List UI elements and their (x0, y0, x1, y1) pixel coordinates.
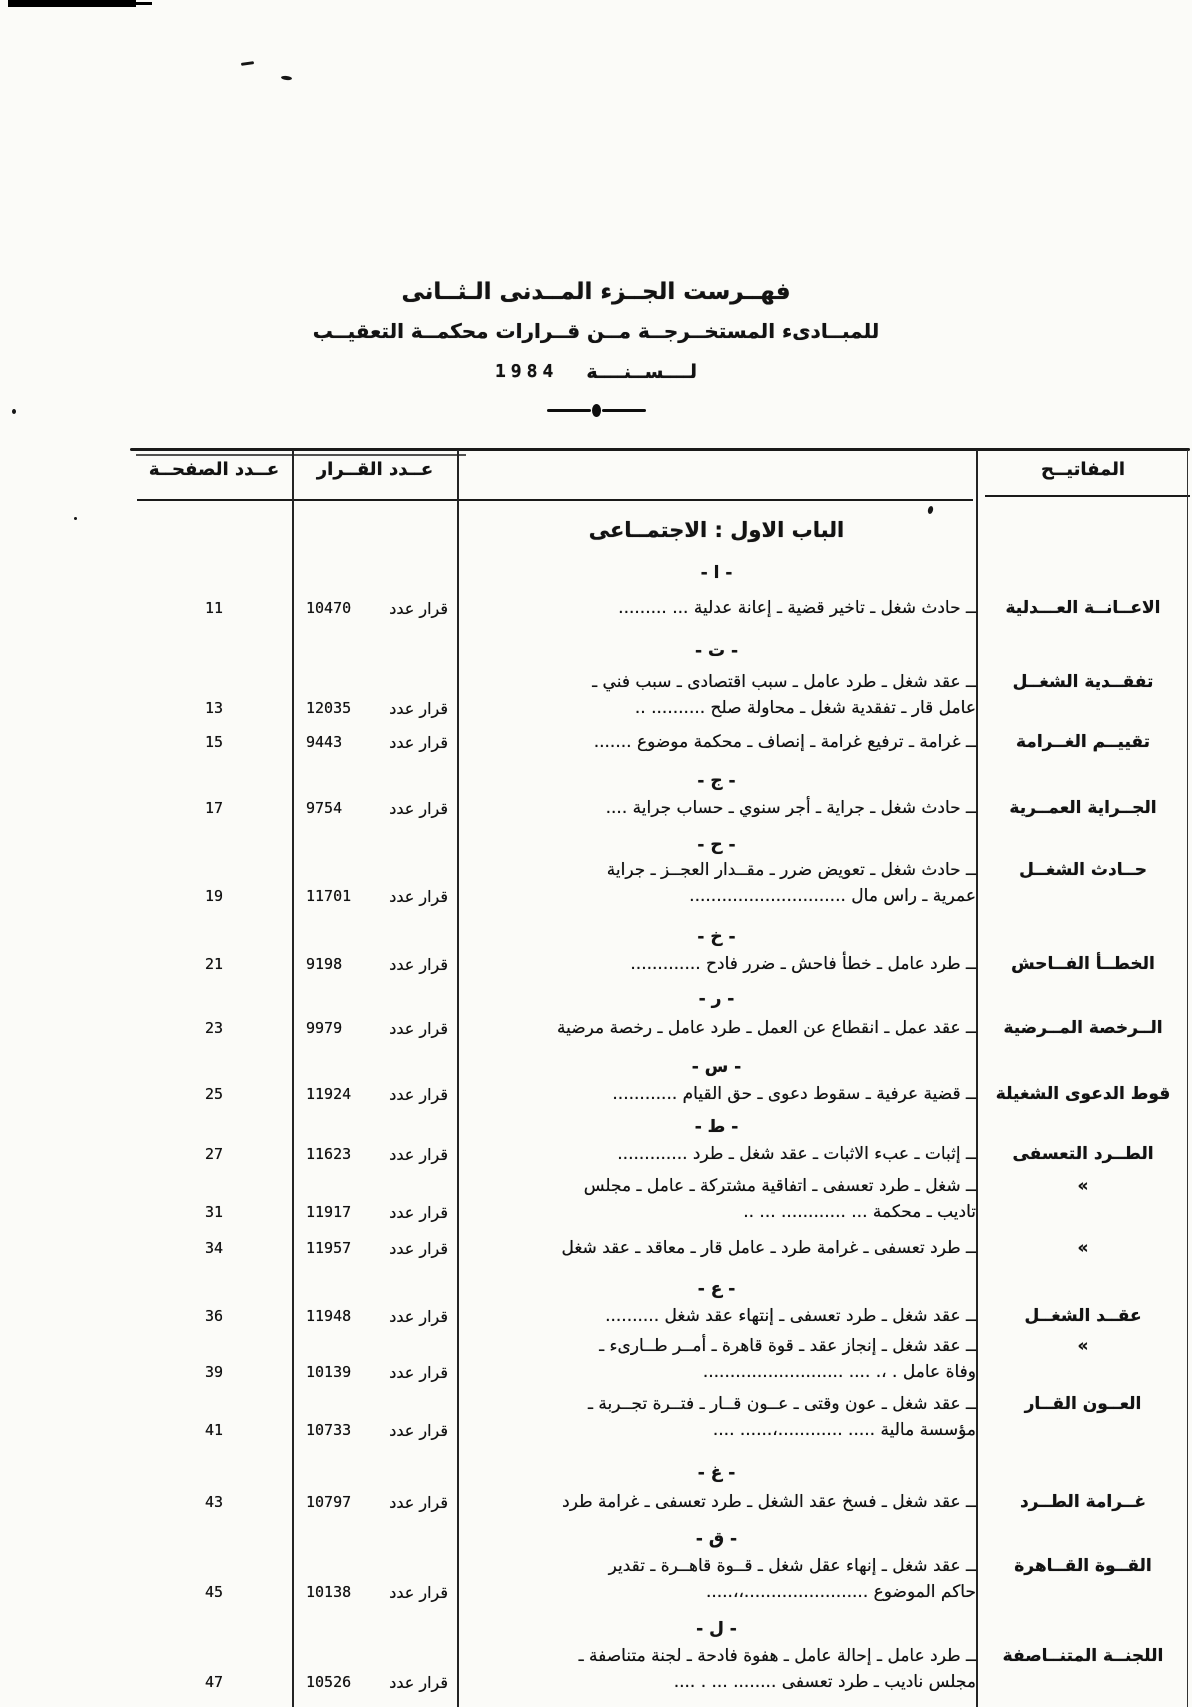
entry-line: ــ عقد شغل ـ طرد تعسفى ـ إنتهاء عقد شغل .......... (605, 1306, 976, 1326)
decision-cell (293, 1015, 457, 1041)
year-label: لــــســنــــة (586, 361, 698, 383)
year-value: 1984 (494, 361, 559, 382)
decision-cell (293, 1141, 457, 1167)
section-letter: - ح - (697, 835, 736, 855)
section-letter: - ل - (696, 1619, 737, 1639)
table-row (135, 729, 1190, 755)
scan-artifact-bar-tail (136, 2, 152, 5)
section-letter-row (135, 1055, 1190, 1079)
topic-label: » (1077, 1336, 1089, 1356)
page-number: 41 (204, 1421, 224, 1439)
entry-line: حاكم الموضوع .......................،،..... (705, 1582, 976, 1602)
entry-line: ــ غرامة ـ ترفيع غرامة ـ إنصاف ـ محكمة موضوع ....... (593, 732, 976, 752)
header-keys: المفاتيــح (1040, 459, 1126, 480)
header-underline-left (137, 499, 973, 501)
section-letter: - س - (691, 1057, 742, 1077)
entry-line: ــ شغل ـ طرد تعسفى ـ اتفاقية مشتركة ـ عامل ـ مجلس (583, 1176, 976, 1196)
page-number: 11 (204, 599, 224, 617)
table-body (135, 505, 1190, 1695)
decision-label: قرار عدد (389, 1420, 448, 1440)
entry-text-cell (457, 951, 976, 977)
table-row (135, 595, 1190, 621)
decision-label: قرار عدد (389, 1018, 448, 1038)
decision-label: قرار عدد (389, 1672, 448, 1692)
topic-label: حــادث الشغــل (1019, 860, 1147, 880)
entry-line: ــ قضية عرفية ـ سقوط دعوى ـ حق القيام ............ (612, 1084, 976, 1104)
section-letter: - ا - (700, 563, 733, 583)
section-letter: - ط - (694, 1117, 739, 1137)
entry-line: ــ طرد عامل ـ إحالة عامل ـ هفوة فادحة ـ لجنة متناصفة ـ (578, 1646, 976, 1666)
decision-label: قرار عدد (389, 1238, 448, 1258)
table-row (135, 1141, 1190, 1167)
entry-text-cell (457, 669, 976, 721)
topic-label: قوط الدعوى الشغيلة (995, 1084, 1171, 1104)
table-row (135, 1553, 1190, 1605)
decision-cell (293, 1489, 457, 1515)
decision-number: 11924 (306, 1085, 352, 1103)
decision-cell (293, 951, 457, 977)
decision-number: 10733 (306, 1421, 352, 1439)
decision-number: 9979 (306, 1019, 343, 1037)
page-number: 25 (204, 1085, 224, 1103)
entry-line: مؤسسة مالية ..... ............،...... .... (712, 1420, 976, 1440)
decision-label: قرار عدد (389, 954, 448, 974)
decision-label: قرار عدد (389, 1582, 448, 1602)
topic-label: غــرامة الطــرد (1019, 1492, 1147, 1512)
chapter-title: الباب الاول : الاجتمــاعى (588, 518, 845, 542)
entry-text-cell (457, 1235, 976, 1261)
document-title-line-1: فهــرست الجــزء المــدنى الـثــانى (401, 279, 791, 305)
topic-label: القــوة القــاهرة (1014, 1556, 1152, 1576)
table-row (135, 951, 1190, 977)
topic-cell (976, 1489, 1190, 1515)
decision-cell (293, 1081, 457, 1107)
header-underline-keys (985, 495, 1190, 497)
header-page-number: عــدد الصفحــة (148, 459, 280, 480)
entry-text-cell (457, 1173, 976, 1225)
decision-label: قرار عدد (389, 732, 448, 752)
topic-cell (976, 1303, 1190, 1329)
document-title-line-2: للمبــادىء المستخــرجــة مــن قــرارات محكمــة التعقيــب (312, 319, 880, 343)
header-content-spacer (457, 459, 976, 480)
decision-label: قرار عدد (389, 798, 448, 818)
decision-label: قرار عدد (389, 1306, 448, 1326)
decision-cell (293, 1359, 457, 1385)
table-row (135, 1081, 1190, 1107)
page-number: 47 (204, 1673, 224, 1691)
decision-cell (293, 795, 457, 821)
entry-line: ــ حادث شغل ـ تعويض ضرر ـ مقــدار العجــز ـ جراية (606, 860, 976, 880)
entry-text-cell (457, 1015, 976, 1041)
section-letter: - ع - (697, 1279, 736, 1299)
scan-artifact (74, 517, 77, 520)
decision-label: قرار عدد (389, 1362, 448, 1382)
page-number: 31 (204, 1203, 224, 1221)
topic-cell (976, 1553, 1190, 1605)
document-title-line-3 (0, 361, 1192, 383)
table-row (135, 1391, 1190, 1443)
entry-line: ــ حادث شغل ـ جراية ـ أجر سنوي ـ حساب جراية .... (605, 798, 976, 818)
table-row (135, 1333, 1190, 1385)
scan-artifact-bar (8, 0, 136, 7)
entry-text-cell (457, 1643, 976, 1695)
section-letter-row (135, 1277, 1190, 1301)
page-number: 23 (204, 1019, 224, 1037)
section-letter-row (135, 561, 1190, 585)
topic-cell (976, 1173, 1190, 1225)
decision-number: 9198 (306, 955, 343, 973)
topic-cell (976, 857, 1190, 909)
entry-line: عامل قار ـ تفقدية شغل ـ محاولة صلح .......... .. (634, 698, 976, 718)
topic-label: العــون القــار (1024, 1394, 1142, 1414)
topic-label: تقييــم الغــرامة (1015, 732, 1151, 752)
table-row (135, 1235, 1190, 1261)
decision-label: قرار عدد (389, 886, 448, 906)
entry-line: ــ عقد شغل ـ إنهاء عقل شغل ـ قــوة قاهــرة ـ تقدير (608, 1556, 976, 1576)
page-number: 19 (204, 887, 224, 905)
entry-text-cell (457, 1141, 976, 1167)
topic-label: الجــراية العمــرية (1009, 798, 1157, 818)
topic-label: » (1077, 1238, 1089, 1258)
decision-label: قرار عدد (389, 1084, 448, 1104)
entry-text-cell (457, 1333, 976, 1385)
table-header-row (135, 459, 1190, 480)
decision-number: 10139 (306, 1363, 352, 1381)
topic-cell (976, 1015, 1190, 1041)
divider-dot-icon (592, 404, 601, 417)
table-row (135, 669, 1190, 721)
decision-cell (293, 1199, 457, 1225)
decision-number: 11917 (306, 1203, 352, 1221)
page-number: 21 (204, 955, 224, 973)
decision-number: 9754 (306, 799, 343, 817)
decision-cell (293, 695, 457, 721)
topic-cell (976, 729, 1190, 755)
topic-cell (976, 951, 1190, 977)
topic-label: عقــد الشغــل (1024, 1306, 1142, 1326)
section-letter-row (135, 1617, 1190, 1641)
topic-cell (976, 669, 1190, 721)
page-number: 15 (204, 733, 224, 751)
table-row (135, 1015, 1190, 1041)
topic-label: الــرخصة المــرضية (1003, 1018, 1163, 1038)
entry-text-cell (457, 595, 976, 621)
topic-label: تفقــدية الشغــل (1012, 672, 1154, 692)
table-row (135, 1303, 1190, 1329)
table-row (135, 857, 1190, 909)
decision-number: 10470 (306, 599, 352, 617)
topic-cell (976, 1081, 1190, 1107)
decision-number: 11623 (306, 1145, 352, 1163)
topic-label: الخطــأ الفــاحش (1011, 954, 1155, 974)
page-number: 13 (204, 699, 224, 717)
entry-line: ــ عقد شغل ـ فسخ عقد الشغل ـ طرد تعسفى ـ غرامة طرد (562, 1492, 976, 1512)
decision-number: 11701 (306, 887, 352, 905)
decision-number: 10526 (306, 1673, 352, 1691)
section-letter: - ر - (698, 989, 735, 1009)
decision-number: 9443 (306, 733, 343, 751)
section-letter-row (135, 1115, 1190, 1139)
topic-label: الطــرد التعسفى (1012, 1144, 1154, 1164)
entry-line: ــ طرد عامل ـ خطأ فاحش ـ ضرر فادح ............. (630, 954, 976, 974)
section-letter-row (135, 987, 1190, 1011)
scan-artifact (281, 75, 292, 80)
decision-cell (293, 1235, 457, 1261)
page-number: 36 (204, 1307, 224, 1325)
entry-line: ــ حادث شغل ـ تاخير قضية ـ إعانة عدلية ... ......... (618, 598, 976, 618)
page-number: 45 (204, 1583, 224, 1601)
section-letter-row (135, 769, 1190, 793)
decision-number: 10797 (306, 1493, 352, 1511)
entry-text-cell (457, 1489, 976, 1515)
topic-cell (976, 1141, 1190, 1167)
section-letter-row (135, 833, 1190, 857)
entry-text-cell (457, 795, 976, 821)
decision-number: 10138 (306, 1583, 352, 1601)
section-letter-row (135, 639, 1190, 663)
entry-line: ــ عقد شغل ـ عون وقتى ـ عــون قــار ـ فتــرة تجــربة ـ (587, 1394, 976, 1414)
topic-label: » (1077, 1176, 1089, 1196)
page-number: 17 (204, 799, 224, 817)
entry-text-cell (457, 1303, 976, 1329)
section-letter-row (135, 925, 1190, 949)
topic-label: اللجنــة المتنــاصفة (1002, 1646, 1164, 1666)
ornament-divider (0, 404, 1192, 417)
section-letter: - خ - (697, 927, 736, 947)
decision-cell (293, 595, 457, 621)
table-row (135, 1173, 1190, 1225)
entry-line: ــ عقد شغل ـ طرد عامل ـ سبب اقتصادى ـ سبب فني ـ (592, 672, 976, 692)
entry-line: تاديب ـ محكمة ... ............ ... .. (743, 1202, 976, 1222)
scan-artifact (241, 61, 254, 66)
page-number: 34 (204, 1239, 224, 1257)
topic-label: الاعــانــة العـــدلية (1005, 598, 1161, 618)
decision-number: 11957 (306, 1239, 352, 1257)
table-row (135, 1489, 1190, 1515)
table-top-rule (130, 448, 1190, 451)
table-row (135, 795, 1190, 821)
section-letter-row (135, 1527, 1190, 1551)
decision-label: قرار عدد (389, 698, 448, 718)
entry-text-cell (457, 1081, 976, 1107)
entry-line: عمرية ـ راس مال ............................. (689, 886, 976, 906)
section-letter-row (135, 1461, 1190, 1485)
topic-cell (976, 595, 1190, 621)
entry-text-cell (457, 729, 976, 755)
decision-label: قرار عدد (389, 1492, 448, 1512)
decision-cell (293, 1303, 457, 1329)
section-letter: - ت - (694, 641, 739, 661)
entry-line: مجلس ناديب ـ طرد تعسفى ........ ... . .... (673, 1672, 976, 1692)
decision-cell (293, 1579, 457, 1605)
decision-label: قرار عدد (389, 1144, 448, 1164)
entry-text-cell (457, 857, 976, 909)
topic-cell (976, 1235, 1190, 1261)
topic-cell (976, 1643, 1190, 1695)
topic-cell (976, 1333, 1190, 1385)
header-decision-number: عــدد القــرار (316, 459, 434, 480)
decision-label: قرار عدد (389, 1202, 448, 1222)
page-number: 43 (204, 1493, 224, 1511)
decision-cell (293, 883, 457, 909)
decision-cell (293, 1669, 457, 1695)
section-letter: - غ - (697, 1463, 736, 1483)
entry-line: ــ عقد شغل ـ إنجاز عقد ـ قوة قاهرة ـ أمــر طــارىء ـ (599, 1336, 976, 1356)
table-row (135, 1643, 1190, 1695)
entry-line: ــ إثبات ـ عبء الاثبات ـ عقد شغل ـ طرد ............. (617, 1144, 976, 1164)
entry-text-cell (457, 1553, 976, 1605)
entry-line: ــ عقد عمل ـ انقطاع عن العمل ـ طرد عامل ـ رخصة مرضية (557, 1018, 976, 1038)
decision-cell (293, 1417, 457, 1443)
decision-label: قرار عدد (389, 598, 448, 618)
decision-number: 11948 (306, 1307, 352, 1325)
topic-cell (976, 1391, 1190, 1443)
chapter-row (135, 511, 1190, 549)
table-top-rule-double (136, 454, 466, 456)
entry-text-cell (457, 1391, 976, 1443)
decision-number: 12035 (306, 699, 352, 717)
topic-cell (976, 795, 1190, 821)
page-number: 39 (204, 1363, 224, 1381)
decision-cell (293, 729, 457, 755)
divider-bar-icon (547, 409, 591, 412)
section-letter: - ق - (695, 1529, 738, 1549)
entry-line: ــ طرد تعسفى ـ غرامة طرد ـ عامل قار ـ معاقد ـ عقد شغل (561, 1238, 976, 1258)
divider-bar-icon (602, 409, 646, 412)
page-number: 27 (204, 1145, 224, 1163)
entry-line: وفاة عامل . ،. .... .......................... (702, 1362, 976, 1382)
section-letter: - ج - (697, 771, 736, 791)
